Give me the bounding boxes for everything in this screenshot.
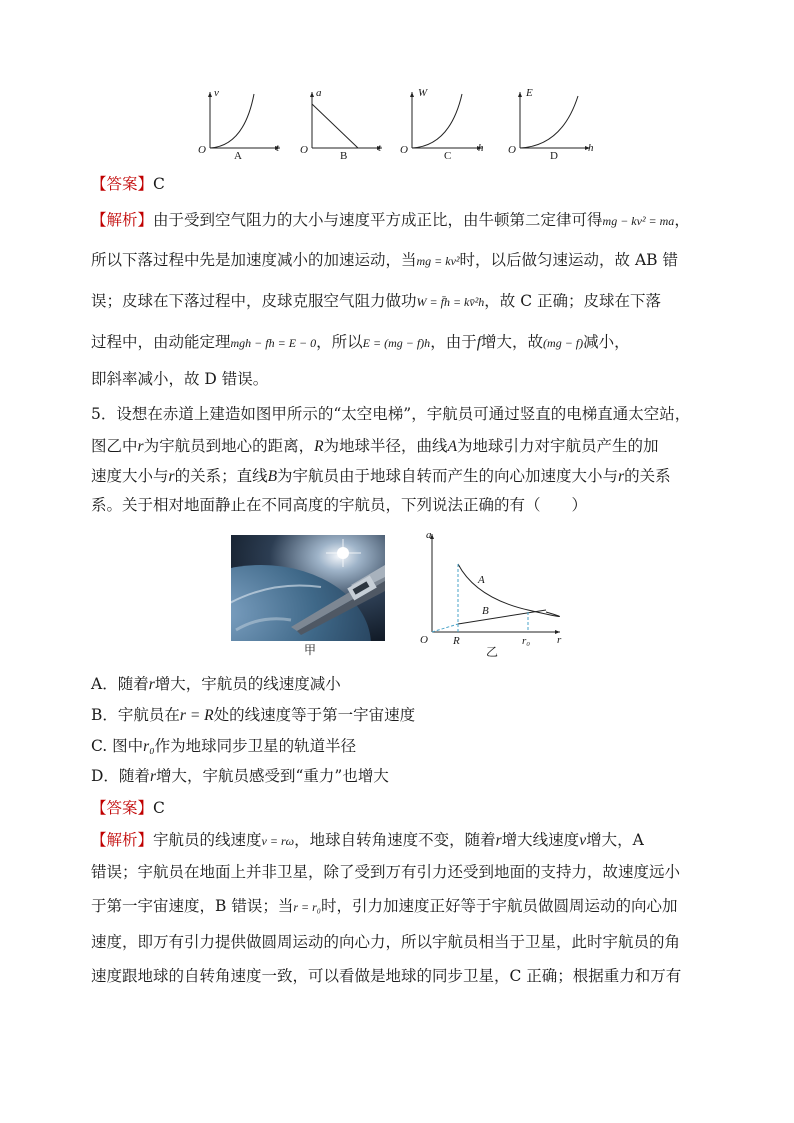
yi-ylabel: a [426,529,432,541]
q4-a4-f: f [476,334,482,351]
q5-s2-R: R [314,438,324,455]
q4-a3-eq: W = f̄h = kv̄²h [416,295,485,309]
graph-d-xlabel: h [588,142,594,154]
yi-origin: O [420,634,428,646]
q5-answer-tag: 【答案】 [91,799,154,817]
q5-analysis-tag: 【解析】 [91,831,154,849]
q5-analysis-5: 速度跟地球的自转角速度一致，可以看做是地球的同步卫星，C 正确；根据重力和万有 [91,967,682,985]
graph-d-ylabel: E [526,87,533,99]
option-d-pre: D．随着 [91,767,150,785]
q5-b1-v: v [579,832,587,849]
q5-b1-mid2: 增大线速度 [501,831,580,849]
q4-a1-eq: mg − kv² = ma [602,214,675,228]
figure-jia-caption: 甲 [304,643,317,657]
q5-s2-post: 为地球引力对宇航员产生的加 [457,437,659,455]
graph-a-ylabel: v [214,87,219,99]
q4-a4-mid1: ，所以 [316,333,363,351]
option-c-r0: r₀ [143,738,155,755]
q4-a4-mid3: 增大，故 [481,333,544,351]
q5-analysis-4: 速度，即万有引力提供做圆周运动的向心力，所以宇航员相当于卫星，此时宇航员的角 [91,933,681,951]
q5-analysis-2: 错误；宇航员在地面上并非卫星，除了受到万有引力还受到地面的支持力，故速度远小 [91,863,681,881]
option-b-eq: r = R [179,707,214,724]
graph-c-xlabel: h [478,142,484,154]
graph-b-caption: B [340,150,348,162]
option-a [91,674,341,695]
figure-yi-graph [418,528,568,658]
option-c-pre: C. 图中 [91,737,144,755]
q5-b1-pre: 宇航员的线速度 [153,831,262,849]
q5-s2-mid: 为宇航员到地心的距离， [143,437,315,455]
option-c-post: 作为地球同步卫星的轨道半径 [154,737,357,755]
option-d-r: r [149,768,156,785]
q5-b1-r: r [495,832,502,849]
q5-b1-mid: ，地球自转角速度不变，随着 [294,831,496,849]
figure-yi-caption: 乙 [486,645,499,659]
option-d-post: 增大，宇航员感受到“重力”也增大 [155,767,389,785]
q4-analysis-1 [91,210,690,231]
q5-b3-eq: r = r₀ [293,900,321,914]
graph-a [196,86,286,166]
q5-b3-post: 时，引力加速度正好等于宇航员做圆周运动的向心加 [320,897,678,915]
q5-stem-1: 5．设想在赤道上建造如图甲所示的“太空电梯”，宇航员可通过竖直的电梯直通太空站， [91,405,691,423]
graph-d-origin: O [508,144,516,156]
yi-r0-label: r₀ [522,635,531,647]
q5-stem-2 [91,436,659,457]
space-elevator-image [231,535,385,641]
graph-c [398,86,488,166]
option-a-pre: A．随着 [91,675,149,693]
q4-a1-pre: 由于受到空气阻力的大小与速度平方成正比，由牛顿第二定律可得 [153,211,603,229]
q5-s2-pre: 图乙中 [91,437,138,455]
q5-s3-B: B [267,468,278,485]
graph-a-caption: A [234,150,242,162]
q4-a1-post: ， [674,211,690,229]
q5-analysis-1 [91,830,644,851]
yi-r-label: r [557,634,562,646]
graph-b-ylabel: a [316,87,322,99]
q4-a4-eq1: mgh − fh = E − 0 [230,336,317,350]
q5-s2-A: A [447,438,458,455]
q5-b3-pre: 于第一宇宙速度，B 错误；当 [91,897,294,915]
q4-analysis-2 [91,250,678,271]
q5-s2-r: r [137,438,144,455]
q5-answer: C [153,799,165,817]
option-b-pre: B．宇航员在 [91,706,180,724]
graph-a-origin: O [198,144,206,156]
q4-analysis-tag: 【解析】 [91,211,154,229]
option-a-post: 增大，宇航员的线速度减小 [154,675,341,693]
option-b-post: 处的线速度等于第一宇宙速度 [213,706,416,724]
q4-a4-mid2: ，由于 [430,333,477,351]
q4-analysis-4 [91,332,630,353]
q4-a4-pre: 过程中，由动能定理 [91,333,231,351]
yi-line-b-label: B [482,605,489,617]
q4-a4-eq3: (mg − f) [543,336,584,350]
option-c [91,736,356,757]
q5-analysis-3 [91,896,677,917]
q4-a4-eq2: E = (mg − f)h [362,336,431,350]
yi-curve-a-label: A [478,574,485,586]
q4-answer: C [153,175,165,193]
q5-s3-r: r [168,468,175,485]
q5-s3-r2: r [618,468,625,485]
graph-c-ylabel: W [418,87,428,99]
q5-s3-pre: 速度大小与 [91,467,169,485]
q5-b1-eq: v = rω [261,834,295,848]
graph-b-origin: O [300,144,308,156]
q4-a2-pre: 所以下落过程中先是加速度减小的加速运动，当 [91,251,417,269]
q5-s3-end: 的关系 [624,467,671,485]
option-d [91,766,389,787]
q4-answer-tag: 【答案】 [91,175,154,193]
graph-d [506,86,596,166]
q4-a3-post: ，故 C 正确；皮球在下落 [484,292,662,310]
q5-s3-post: 为宇航员由于地球自转而产生的向心加速度大小与 [277,467,619,485]
q5-answer-line [91,798,165,818]
q5-b1-post: 增大，A [586,831,644,849]
q4-a3-pre: 误；皮球在下落过程中，皮球克服空气阻力做功 [91,292,417,310]
q5-s2-mid2: 为地球半径，曲线 [323,437,448,455]
q4-a4-post: 减小， [583,333,630,351]
graph-d-caption: D [550,150,558,162]
q5-stem-4: 系。关于相对地面静止在不同高度的宇航员，下列说法正确的有（ ） [91,496,588,514]
option-b [91,705,415,726]
graph-b-xlabel: t [378,142,382,154]
graph-c-origin: O [400,144,408,156]
q4-a2-post: 时，以后做匀速运动，故 AB 错 [459,251,678,269]
graph-c-caption: C [444,150,452,162]
q4-answer-line [91,174,165,194]
q5-stem-3 [91,466,671,487]
option-a-r: r [148,676,155,693]
graph-a-xlabel: t [276,142,280,154]
q4-a2-eq: mg = kv² [416,254,460,268]
q5-s3-mid: 的关系；直线 [174,467,268,485]
q4-analysis-5: 即斜率减小，故 D 错误。 [91,370,269,388]
q4-analysis-3 [91,291,661,312]
graph-b [298,86,388,166]
yi-R-label: R [453,635,460,647]
